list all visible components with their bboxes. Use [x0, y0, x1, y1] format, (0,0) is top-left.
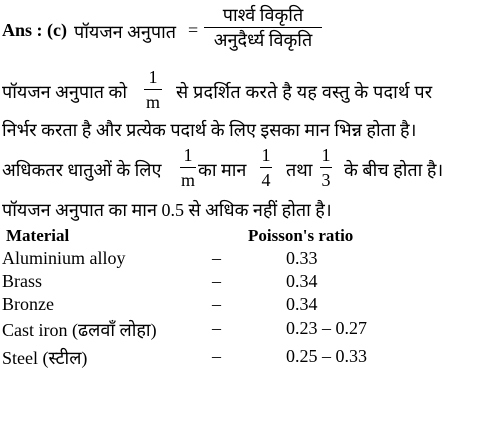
equals-sign: =	[188, 20, 199, 40]
header-material: Material	[6, 226, 70, 245]
frac3-denominator: 4	[261, 170, 271, 190]
material-row-2: Brass	[2, 271, 42, 291]
material-row-4: Cast iron (ढलवाँ लोहा)	[2, 320, 157, 340]
ratio-row-5: 0.25 – 0.33	[286, 346, 367, 366]
frac3-bar	[260, 167, 272, 168]
material-row-5: Steel (स्टील)	[2, 348, 88, 368]
frac1-denominator: m	[145, 92, 160, 112]
fraction-1-over-m	[144, 68, 162, 111]
row-2-dash: –	[212, 271, 221, 291]
para-line1-b: से प्रदर्शित करते है यह वस्तु के पदार्थ पर	[176, 82, 433, 102]
frac2-numerator: 1	[183, 145, 193, 165]
frac3-numerator: 1	[261, 145, 271, 165]
ratio-row-2: 0.34	[286, 271, 318, 291]
frac4-numerator: 1	[321, 145, 331, 165]
row-1-dash: –	[212, 248, 221, 268]
para-line3-c: तथा	[286, 160, 313, 180]
para-line1-a: पॉयजन अनुपात को	[2, 82, 128, 102]
row-4-dash: –	[212, 318, 221, 338]
fraction-denominator: अनुदैर्ध्य विकृति	[213, 30, 313, 50]
para-line3-b: का मान	[198, 160, 247, 180]
fraction-1-over-3	[320, 146, 332, 189]
ratio-row-4: 0.23 – 0.27	[286, 318, 367, 338]
frac4-denominator: 3	[321, 170, 331, 190]
fraction-numerator: पार्श्व विकृति	[222, 5, 304, 25]
header-poisson-ratio: Poisson's ratio	[248, 226, 354, 245]
row-3-dash: –	[212, 294, 221, 314]
frac2-bar	[180, 167, 196, 168]
frac1-bar	[144, 89, 162, 90]
para-line4: पॉयजन अनुपात का मान 0.5 से अधिक नहीं होता है।	[2, 200, 332, 220]
fraction-1-over-m-2	[180, 146, 196, 189]
definition-fraction	[204, 6, 322, 49]
fraction-1-over-4	[260, 146, 272, 189]
row-5-dash: –	[212, 346, 221, 366]
poisson-ratio-term: पॉयजन अनुपात	[74, 22, 177, 42]
para-line3-d: के बीच होता है।	[344, 160, 444, 180]
answer-label: Ans : (c)	[2, 20, 67, 40]
ratio-row-3: 0.34	[286, 294, 318, 314]
frac2-denominator: m	[180, 170, 195, 190]
ratio-row-1: 0.33	[286, 248, 318, 268]
para-line3-a: अधिकतर धातुओं के लिए	[2, 160, 162, 180]
para-line2: निर्भर करता है और प्रत्येक पदार्थ के लिए इसका मान भिन्न होता है।	[2, 120, 417, 140]
fraction-bar	[204, 27, 322, 28]
frac4-bar	[320, 167, 332, 168]
frac1-numerator: 1	[148, 67, 158, 87]
material-row-3: Bronze	[2, 294, 54, 314]
material-row-1: Aluminium alloy	[2, 248, 126, 268]
